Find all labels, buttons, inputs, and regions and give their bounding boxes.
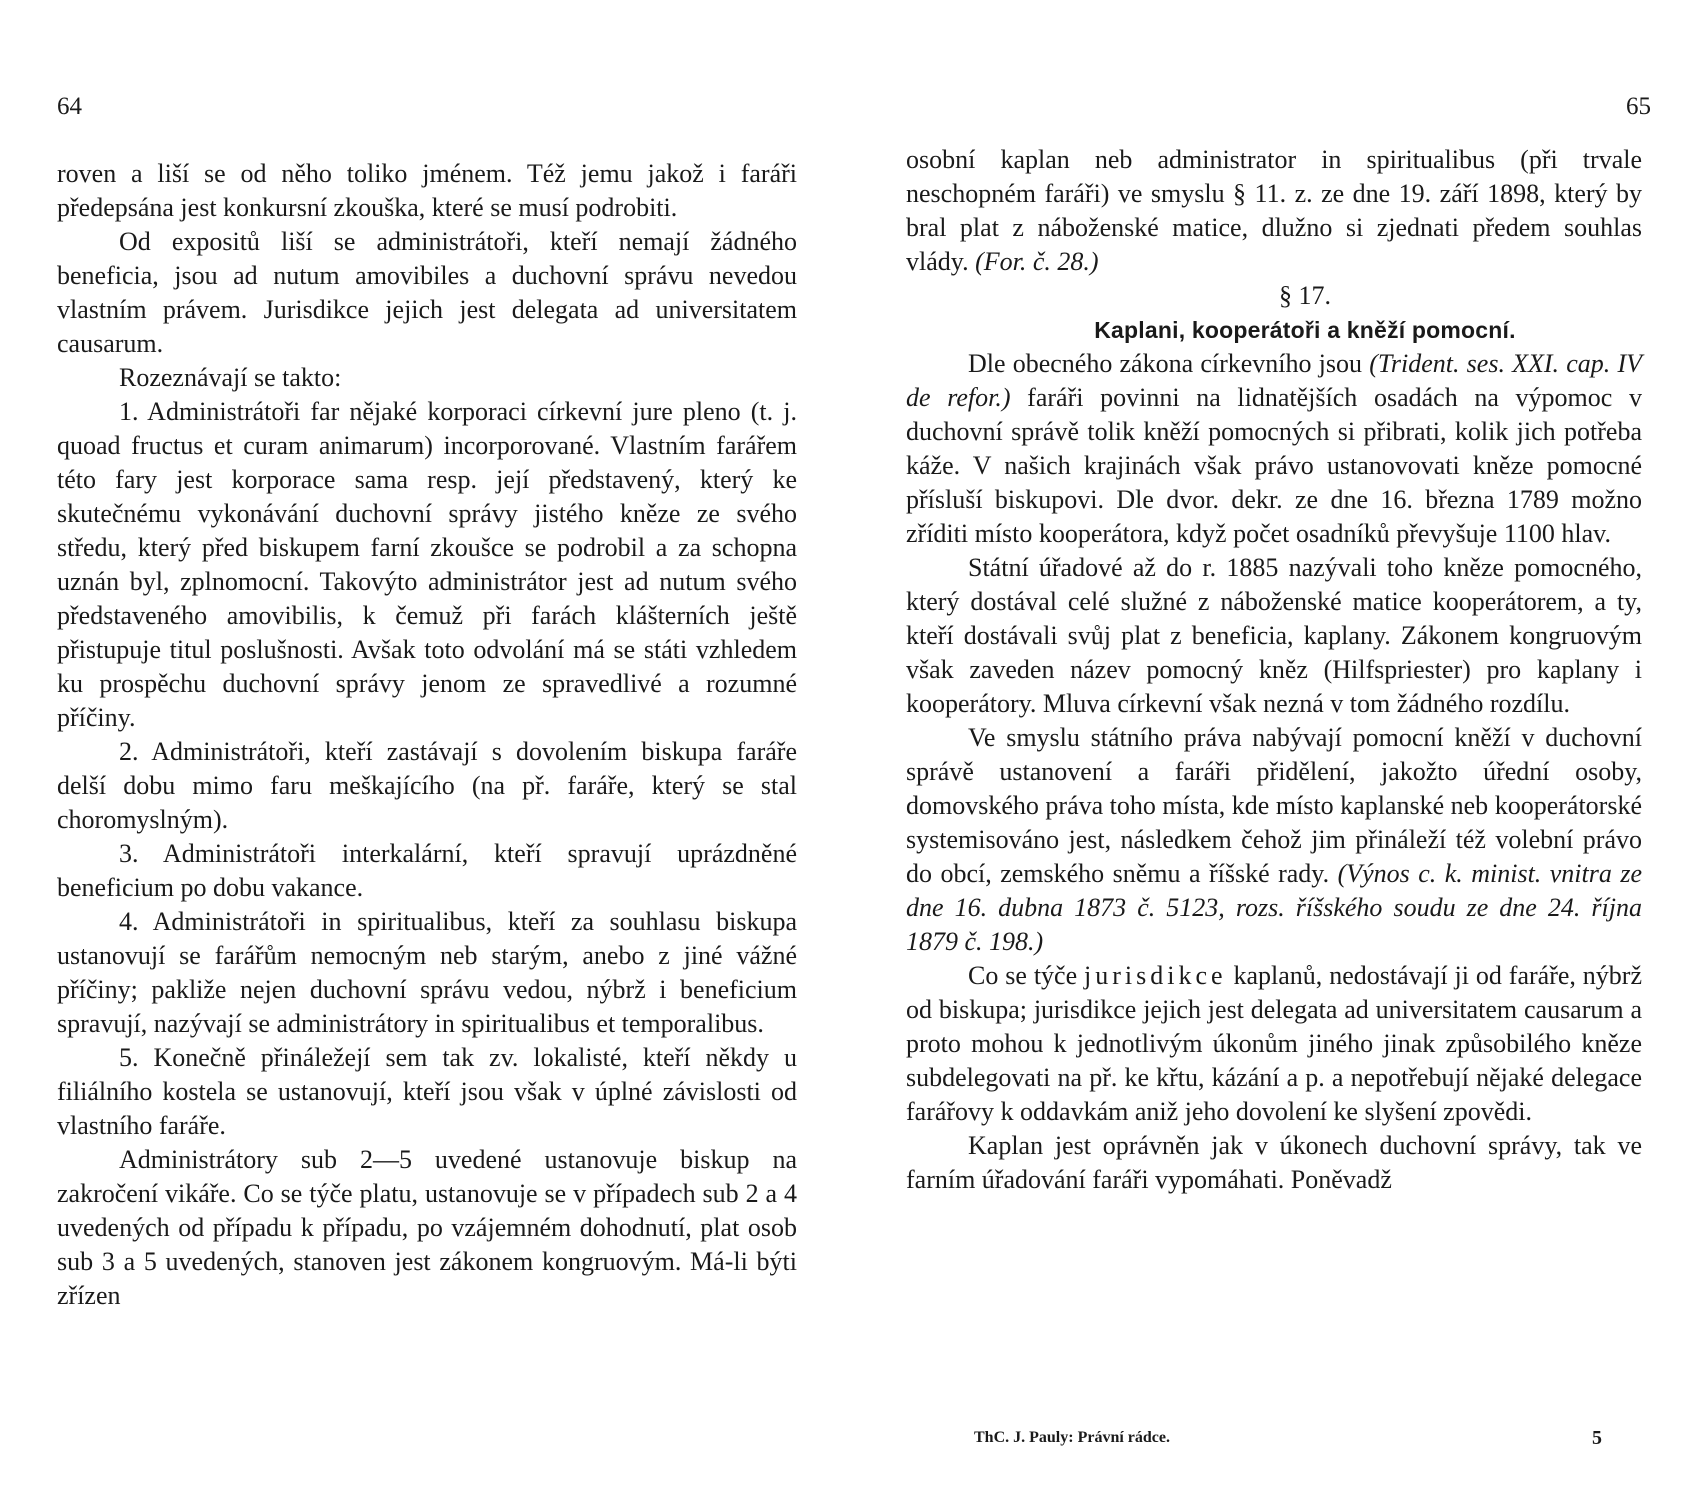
section-title: Kaplani, kooperátoři a kněží pomocní.	[1094, 317, 1516, 343]
paragraph: Kaplan jest oprávněn jak v úkonech duchovní správy, tak ve farním úřadování faráři vypomáhati. Poněvadž	[906, 1131, 1642, 1194]
paragraph: 4. Administrátoři in spiritualibus, kteří za souhlasu biskupa ustanovují se farářům nemocným neb starým, anebo z jiné vážné příčiny; pakliže nejen duchovní správu vedou, nýbrž i beneficium spravují, nazývají se administrátory in spiritualibus et temporalibus.	[57, 907, 797, 1038]
citation: (Výnos c. k. minist. vnitra ze dne 16. dubna 1873 č. 5123, rozs. říšského soudu ze dne 24. října 1879 č. 198.)	[906, 859, 1642, 956]
page-number-right: 65	[1626, 93, 1651, 120]
paragraph	[906, 143, 1642, 279]
footer-signature: ThC. J. Pauly: Právní rádce.	[974, 1429, 1170, 1446]
paragraph: 3. Administrátoři interkalární, kteří spravují uprázdněné beneficium po dobu vakance.	[57, 839, 797, 902]
paragraph	[906, 721, 1642, 959]
left-page-text	[57, 157, 797, 1313]
citation: (Trident. ses. XXI. cap. IV de refor.)	[906, 349, 1642, 412]
right-page-text	[906, 143, 1642, 1197]
section-sign: § 17.	[1279, 281, 1331, 310]
paragraph-text: osobní kaplan neb administrator in spiritualibus (při trvale neschopném faráři) ve smyslu § 11. z. ze dne 19. září 1898, který by bral plat z náboženské matice, dlužno si zjednati předem souhlas vlády.	[906, 145, 1642, 276]
paragraph	[906, 347, 1642, 551]
spaced-term: jurisdikce	[1084, 961, 1227, 990]
citation: (For. č. 28.)	[975, 247, 1099, 276]
paragraph: 5. Konečně přináležejí sem tak zv. lokalisté, kteří někdy u filiálního kostela se ustanovují, kteří jsou však v úplné závislosti od vlastního faráře.	[57, 1043, 797, 1140]
paragraph-text: faráři povinni na lidnatějších osadách na výpomoc v duchovní správě tolik kněží pomocných si přibrati, kolik jich potřeba káže. V našich krajinách však právo ustanovovati kněze pomocné přísluší biskupovi. Dle dvor. dekr. ze dne 16. března 1789 možno zříditi místo kooperátora, když počet osadníků převyšuje 1100 hlav.	[906, 383, 1642, 548]
page-number-left: 64	[57, 93, 82, 120]
paragraph: Od expositů liší se administrátoři, kteří nemají žádného beneficia, jsou ad nutum amovibiles a duchovní správu nevedou vlastním právem. Jurisdikce jejich jest delegata ad universitatem causarum.	[57, 227, 797, 358]
paragraph-text: Co se týče	[968, 961, 1085, 990]
paragraph: roven a liší se od něho toliko jménem. Též jemu jakož i faráři předepsána jest konkursní zkouška, které se musí podrobiti.	[57, 159, 797, 222]
paragraph-text: kaplanů, nedostávají ji od faráře, nýbrž od biskupa; jurisdikce jejich jest delegata ad universitatem causarum a proto mohou k jednotlivým úkonům jiného jinak způsobilého kněze subdelegovati na př. ke křtu, kázání a p. a nepotřebují nějaké delegace farářovy k oddavkám aniž jeho dovolení ke slyšení zpovědi.	[906, 961, 1642, 1126]
sheet-number: 5	[1592, 1427, 1602, 1449]
paragraph: Státní úřadové až do r. 1885 nazývali toho kněze pomocného, který dostával celé služné z náboženské matice kooperátorem, a ty, kteří dostávali svůj plat z beneficia, kaplany. Zákonem kongruovým však zaveden název pomocný kněz (Hilfspriester) pro kaplany i kooperátory. Mluva církevní však nezná v tom žádného rozdílu.	[906, 553, 1642, 718]
paragraph-text: Dle obecného zákona církevního jsou	[968, 349, 1370, 378]
paragraph-text: Ve smyslu státního práva nabývají pomocní kněží v duchovní správě ustanovení a faráři přidělení, jakožto úřední osoby, domovského práva toho místa, kde místo kaplanské neb kooperátorské systemisováno jest, následkem čehož jim přináleží též volební právo do obcí, zemského sněmu a říšské rady.	[906, 723, 1642, 888]
paragraph: 2. Administrátoři, kteří zastávají s dovolením biskupa faráře delší dobu mimo faru meškajícího (na př. faráře, který se stal choromyslným).	[57, 737, 797, 834]
paragraph: Rozeznávají se takto:	[119, 363, 342, 392]
paragraph	[906, 959, 1642, 1129]
paragraph: 1. Administrátoři far nějaké korporaci církevní jure pleno (t. j. quoad fructus et curam animarum) incorporované. Vlastním farářem této fary jest korporace sama resp. její představený, který ke skutečnému vykonávání duchovní správy jistého kněze ze svého středu, který před biskupem farní zkoušce se podrobil a za schopna uznán byl, zplnomocní. Takovýto administrátor jest ad nutum svého představeného amovibilis, k čemuž při farách klášterních ještě přistupuje titul poslušnosti. Avšak toto odvolání má se státi vzhledem ku prospěchu duchovní správy jenom ze spravedlivé a rozumné příčiny.	[57, 397, 797, 732]
paragraph: Administrátory sub 2—5 uvedené ustanovuje biskup na zakročení vikáře. Co se týče platu, ustanovuje se v případech sub 2 a 4 uvedených od případu k případu, po vzájemném dohodnutí, plat osob sub 3 a 5 uvedených, stanoven jest zákonem kongruovým. Má-li býti zřízen	[57, 1145, 797, 1310]
